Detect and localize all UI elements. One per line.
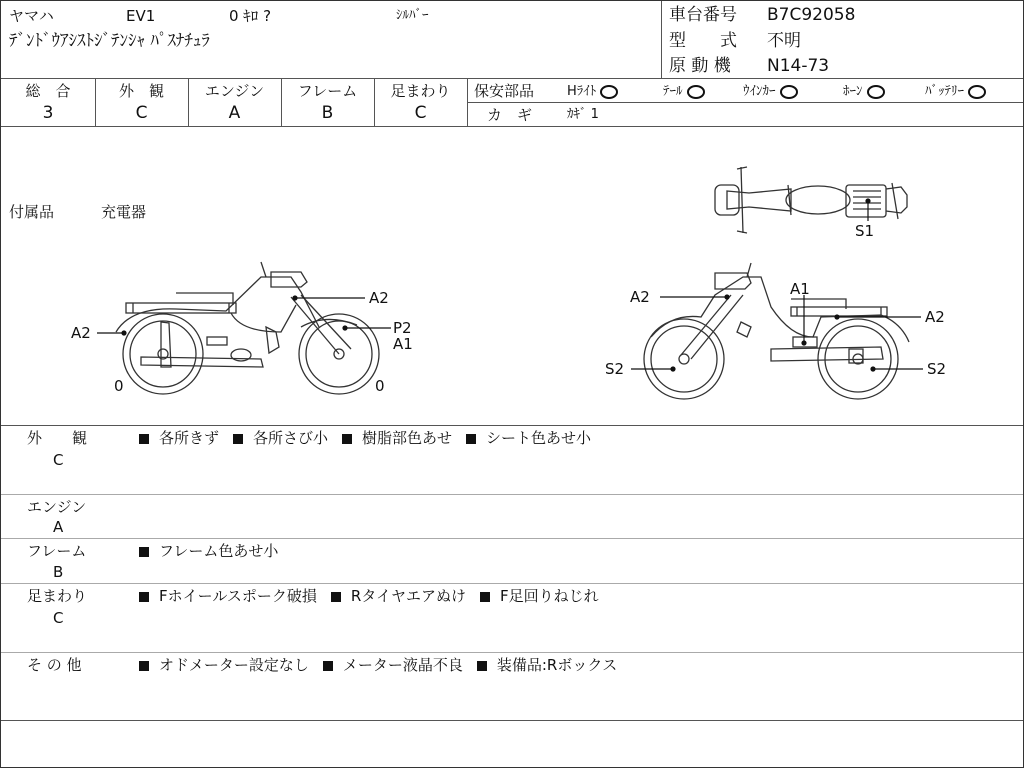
safety-label: 保安部品 [474,82,535,100]
remark-label-engine: エンジン [27,498,87,516]
accessories-label: 付属品 [9,203,55,221]
label-top-s1: S1 [855,222,875,240]
color: ｼﾙﾊﾞｰ [396,8,429,23]
ok-circle-icon [867,85,885,99]
label-left-zero-rear: 0 [114,377,124,395]
safety-divider [467,102,1023,103]
top-view-scooter-icon [715,167,907,233]
square-bullet-icon [323,661,333,671]
divider [1,720,1023,721]
key-label: カ ギ [487,106,533,124]
divider [1,583,1023,584]
divider [1,494,1023,495]
remark-label-frame: フレーム [27,542,87,560]
square-bullet-icon [233,434,243,444]
square-bullet-icon [139,434,149,444]
remark-grade-engine: A [53,518,64,536]
type-value: 不明 [767,31,801,51]
ok-circle-icon [687,85,705,99]
mileage: 0 ｷﾛ ? [229,7,272,25]
vehicle-name: ﾃﾞﾝﾄﾞｳｱｼｽﾄｼﾞﾃﾝｼｬ ﾊﾟｽﾅﾁｭﾗ [9,31,210,51]
grade-label-frame: フレーム [297,82,358,100]
safety-item-tail [663,83,705,101]
frame-no: B7C92058 [767,5,856,25]
square-bullet-icon [466,434,476,444]
key-value: ｶｷﾞ 1 [567,107,599,122]
label-right-a2-rear: A2 [925,308,945,326]
defect-item: 各所きず [159,429,220,447]
defect-item: F足回りねじれ [500,587,599,605]
square-bullet-icon [139,547,149,557]
label-left-zero-front: 0 [375,377,385,395]
remark-label-suspension: 足まわり [27,587,88,605]
right-side-scooter-icon [644,263,909,399]
label-right-a1: A1 [790,280,810,298]
grade-value-exterior: C [135,103,148,123]
defect-item: 装備品:Rボックス [496,656,618,674]
header-divider [661,1,662,78]
safety-item-winker [743,83,798,101]
safety-item-label: ﾎｰﾝ [843,84,863,99]
ok-circle-icon [780,85,798,99]
remark-label-exterior: 外 観 [27,429,88,447]
accessories-value: 充電器 [101,203,147,221]
defect-item: Fホイールスポーク破損 [159,587,317,605]
left-side-scooter-icon [116,262,379,394]
divider [1,78,1023,79]
defect-item: メーター液晶不良 [342,656,463,674]
model-code: EV1 [126,7,156,25]
divider [1,425,1023,426]
remark-grade-suspension: C [53,609,64,627]
defect-item: シート色あせ小 [486,429,592,447]
defect-item: 各所さび小 [253,429,329,447]
label-left-a1: A1 [393,335,413,353]
grade-label-overall: 総 合 [25,82,71,100]
square-bullet-icon [480,592,490,602]
grade-value-frame: B [321,103,334,123]
label-right-s2-rear: S2 [927,360,947,378]
square-bullet-icon [139,661,149,671]
type-label: 型 式 [669,31,737,51]
damage-diagram [1,127,1023,425]
safety-item-label: ｳｲﾝｶｰ [743,84,776,99]
ok-circle-icon [600,85,618,99]
remark-grade-exterior: C [53,451,64,469]
engine-value: N14-73 [767,56,830,76]
safety-item-headlight [567,83,618,101]
label-left-a2-rear: A2 [71,324,91,342]
label-right-a2-front: A2 [630,288,650,306]
safety-item-label: Hﾗｲﾄ [567,84,597,99]
remark-items-frame [139,542,292,560]
defect-item: Rタイヤエアぬけ [350,587,467,605]
remark-items-suspension [139,587,613,605]
safety-item-horn [843,83,885,101]
label-left-p2: P2 [393,319,412,337]
grade-value-overall: 3 [42,103,54,123]
square-bullet-icon [477,661,487,671]
engine-label: 原 動 機 [669,56,731,76]
label-left-a2-top: A2 [369,289,389,307]
remark-grade-frame: B [53,563,64,581]
safety-item-label: ﾊﾞｯﾃﾘｰ [925,84,964,99]
ok-circle-icon [968,85,986,99]
square-bullet-icon [331,592,341,602]
maker: ヤマハ [9,7,54,25]
grade-label-exterior: 外 観 [118,82,164,100]
defect-item: 樹脂部色あせ [362,429,453,447]
divider [1,538,1023,539]
square-bullet-icon [139,592,149,602]
frame-no-label: 車台番号 [669,5,737,25]
grade-value-suspension: C [414,103,427,123]
label-right-s2-front: S2 [605,360,625,378]
grade-label-suspension: 足まわり [390,82,451,100]
safety-item-battery [925,83,986,101]
grade-value-engine: A [228,103,241,123]
safety-item-label: ﾃｰﾙ [663,84,683,99]
remark-items-other [139,656,631,674]
divider [1,652,1023,653]
remark-label-other: そ の 他 [27,656,82,674]
square-bullet-icon [342,434,352,444]
remark-items-exterior [139,429,605,447]
grade-label-engine: エンジン [204,82,265,100]
defect-item: オドメーター設定なし [159,656,309,674]
defect-item: フレーム色あせ小 [159,542,279,560]
